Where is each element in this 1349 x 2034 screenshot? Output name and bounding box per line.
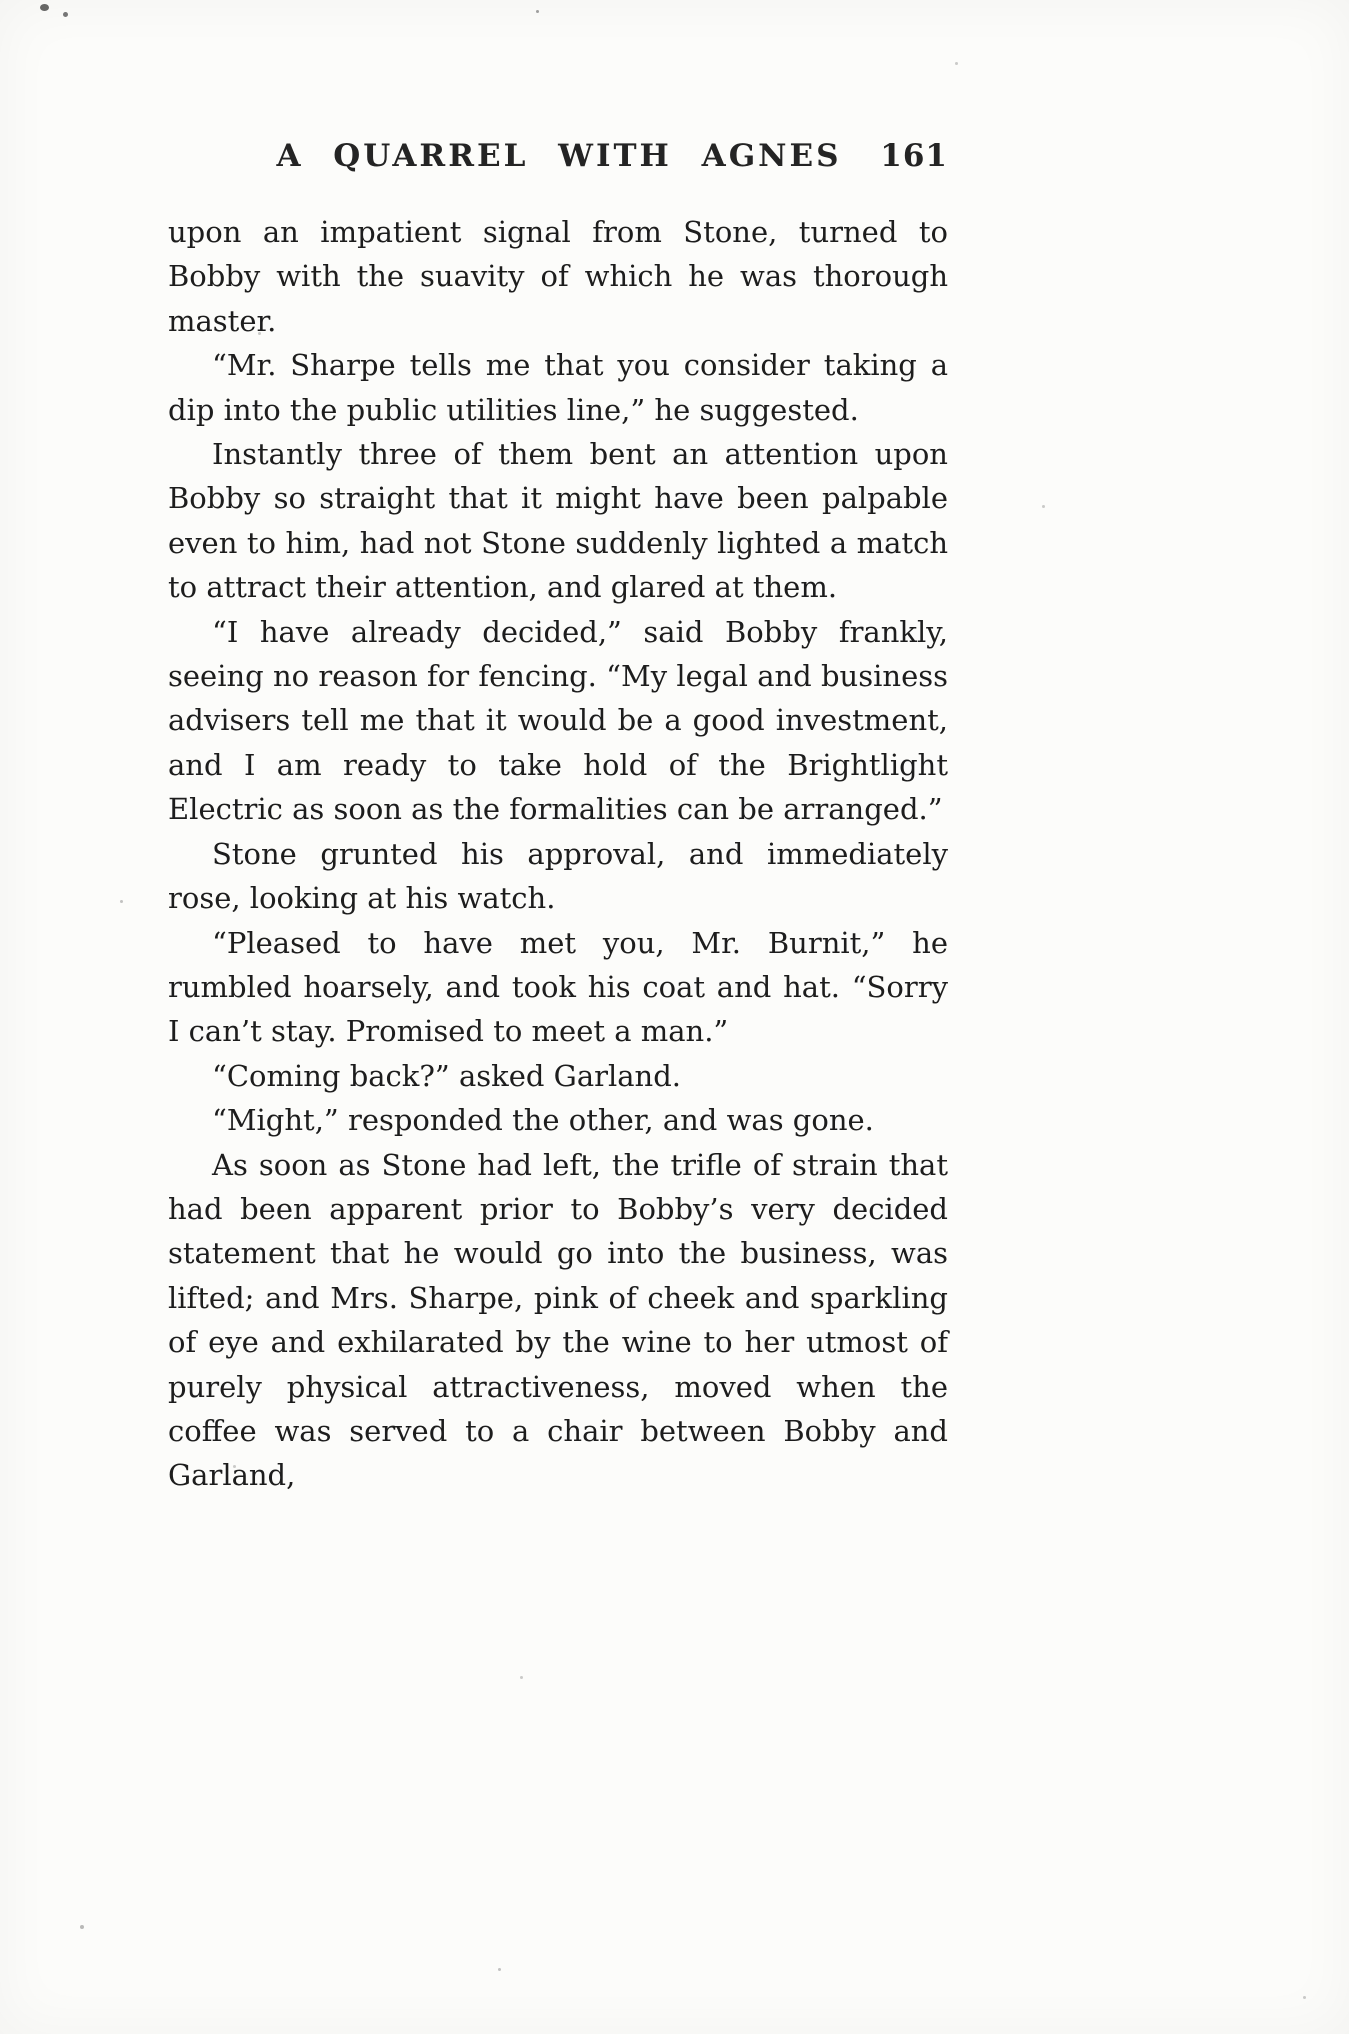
paragraph: As soon as Stone had left, the trifle of strain that had been apparent prior to Bobby’s very decided statement that he would go into the business, was lifted; and Mrs. Sharpe, pink of cheek and sparkling of eye and exhilarated by the wine to her utmost of purely physical attractiveness, moved when the coffee was served to a chair between Bobby and Garland, xyxy=(168,1147,948,1493)
paragraph: “Coming back?” asked Garland. xyxy=(212,1058,681,1093)
paragraph: Stone grunted his approval, and immediately rose, looking at his watch. xyxy=(168,836,948,916)
scan-speckle xyxy=(1042,505,1045,508)
paragraph: “I have already decided,” said Bobby frankly, seeing no reason for fencing. “My legal and business advisers tell me that it would be a good investment, and I am ready to take hold of the Brightlight Electric as soon as the formalities can be arranged.” xyxy=(168,614,948,827)
scan-speckle xyxy=(1303,1996,1306,1999)
scan-speckle xyxy=(536,10,539,13)
scan-speckle xyxy=(80,1925,84,1929)
running-head xyxy=(170,138,948,174)
scan-speckle xyxy=(120,900,123,903)
paragraph: upon an impatient signal from Stone, turned to Bobby with the suavity of which he was thorough master. xyxy=(168,215,948,338)
paragraph: “Might,” responded the other, and was gone. xyxy=(212,1103,874,1138)
paragraph: “Mr. Sharpe tells me that you consider taking a dip into the public utilities line,” he suggested. xyxy=(168,348,948,427)
scan-speckle xyxy=(955,62,958,65)
paragraph: Instantly three of them bent an attention upon Bobby so straight that it might have been palpable even to him, had not Stone suddenly lighted a match to attract their attention, and glared at them. xyxy=(168,437,948,605)
scan-speckle xyxy=(40,4,49,11)
body-text xyxy=(168,210,948,1498)
page-number: 161 xyxy=(880,138,948,174)
scan-speckle xyxy=(498,1968,501,1971)
scan-speckle xyxy=(520,1676,523,1679)
running-head-title: A QUARREL WITH AGNES xyxy=(276,138,842,174)
scan-speckle xyxy=(63,12,68,17)
paragraph: “Pleased to have met you, Mr. Burnit,” he rumbled hoarsely, and took his coat and hat. “Sorry I can’t stay. Promised to meet a man.” xyxy=(168,925,948,1049)
